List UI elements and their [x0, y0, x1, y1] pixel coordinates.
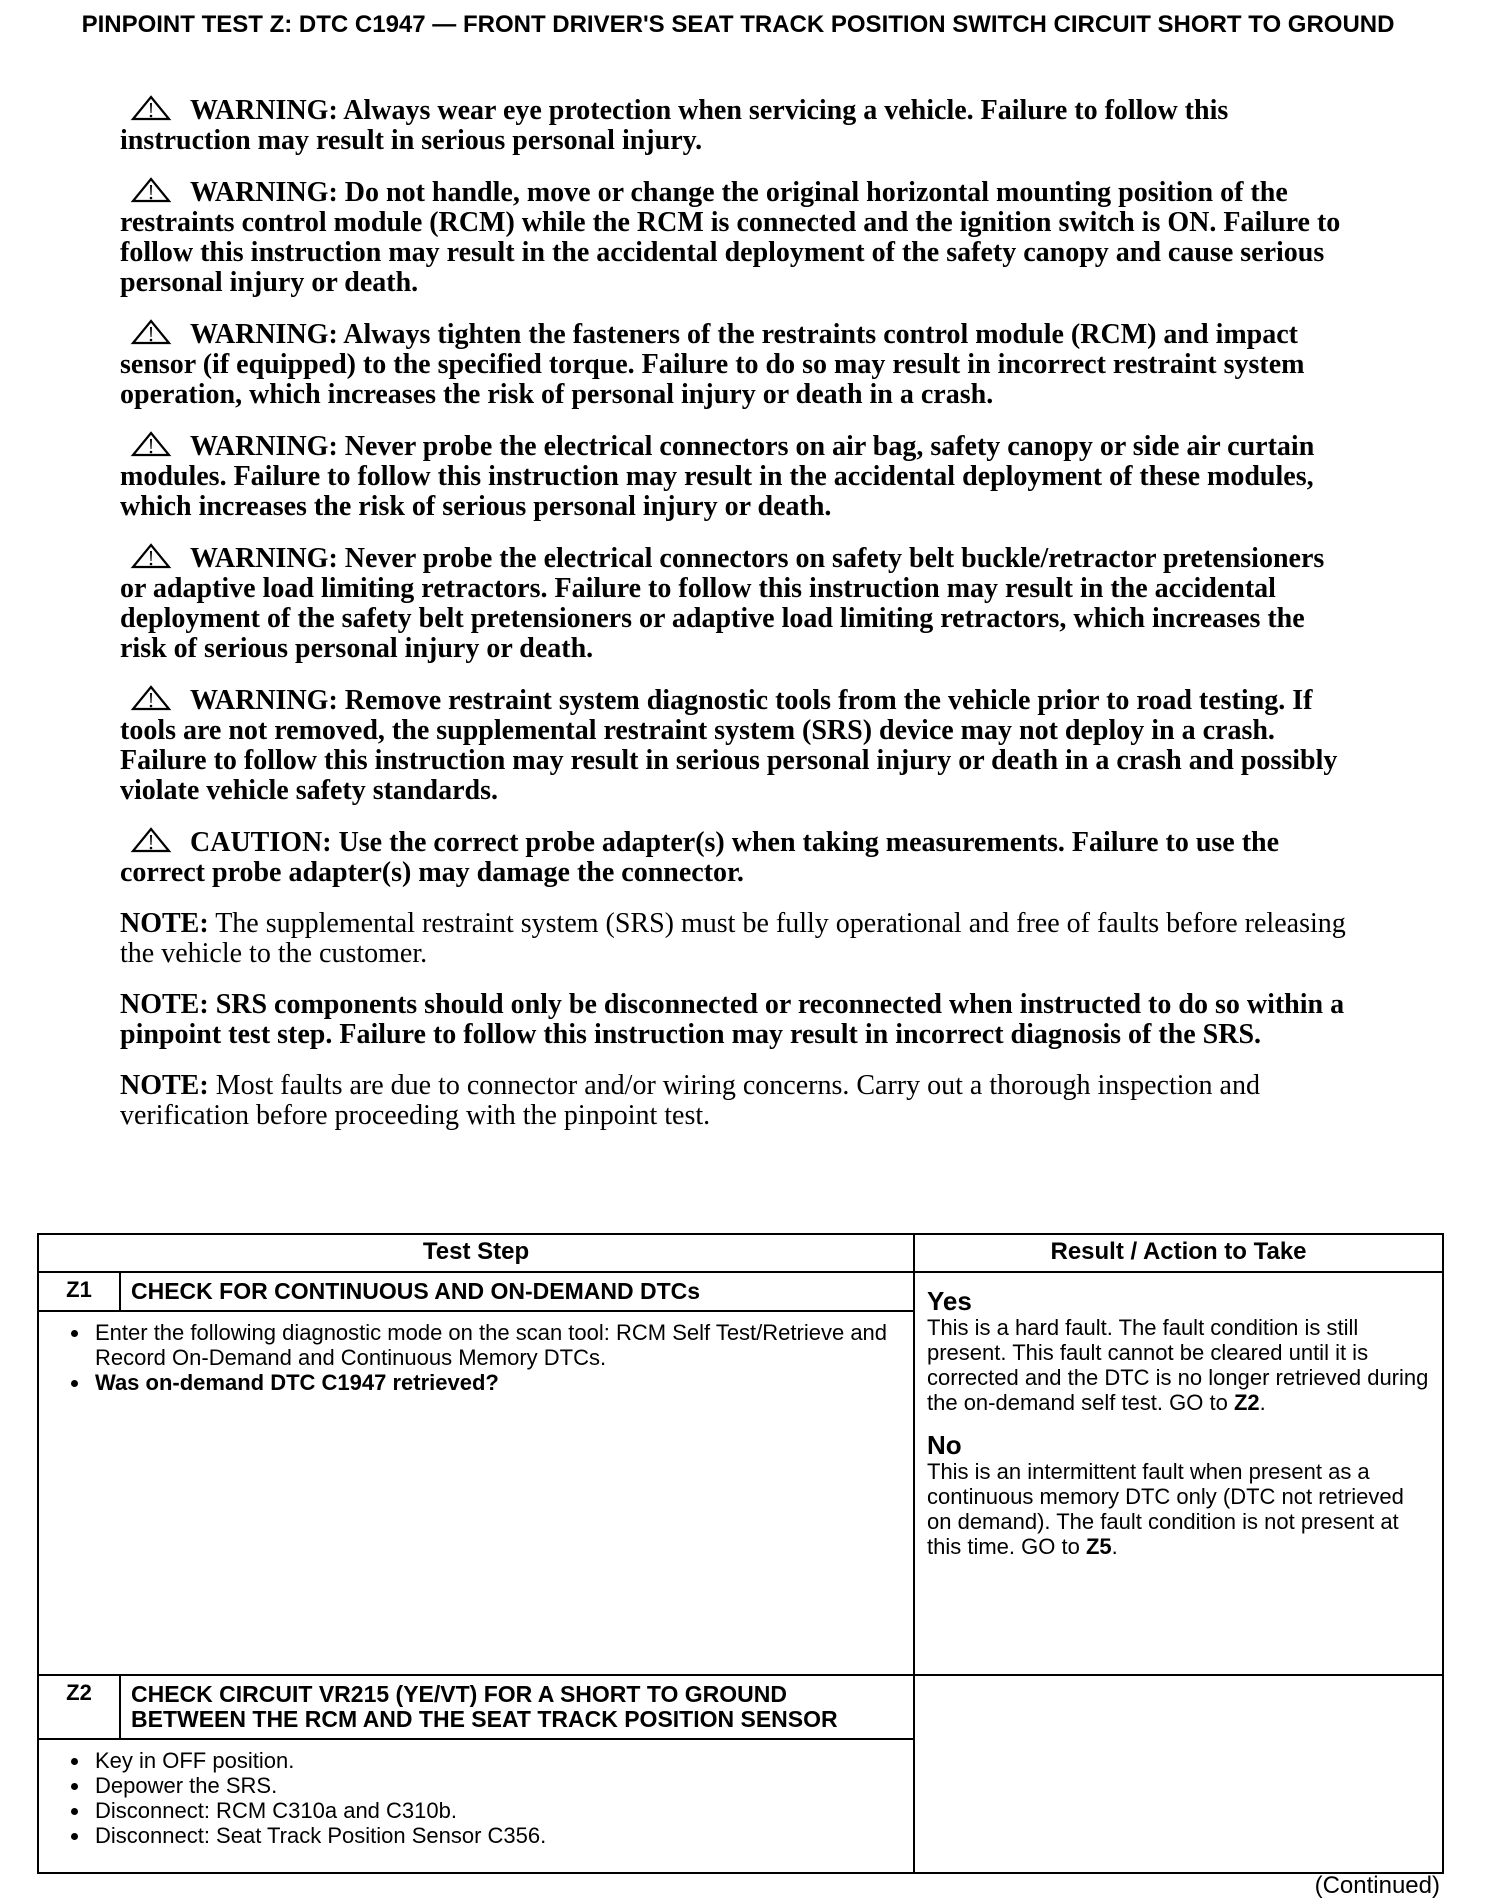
caution-triangle-icon: [130, 827, 172, 853]
warning-eye-protection: WARNING: Always wear eye protection when servicing a vehicle. Failure to follow this instruction may result in serious personal injury.: [120, 95, 1229, 156]
warning-triangle-icon: [130, 319, 172, 345]
step-z2-result: [914, 1675, 1443, 1873]
warning-rcm-mounting: WARNING: Do not handle, move or change the original horizontal mounting position of the restraints control module (RCM) while the RCM is connected and the ignition switch is ON. Failure to follow this instruction may result in the accidental deployment of the safety canopy and cause serious personal injury or death.: [120, 177, 1341, 298]
warning-rcm-fasteners: WARNING: Always tighten the fasteners of the restraints control module (RCM) and impact sensor (if equipped) to the specified torque. Failure to do so may result in incorrect restraint system operation, which increases the risk of personal injury or death in a crash.: [120, 319, 1305, 410]
goto-link[interactable]: Z5: [1085, 1534, 1112, 1559]
list-item: • Enter the following diagnostic mode on the scan tool: RCM Self Test/Retrieve and Record On-Demand and Continuous Memory DTCs.: [91, 1320, 903, 1370]
warning-triangle-icon: [130, 431, 172, 457]
pinpoint-test-table: [37, 1233, 1444, 1874]
step-z2-heading-row: [38, 1675, 1443, 1739]
column-header-result: Result / Action to Take: [914, 1234, 1443, 1272]
warning-triangle-icon: [130, 543, 172, 569]
step-body: [38, 1311, 914, 1675]
warning-diagnostic-tools: WARNING: Remove restraint system diagnostic tools from the vehicle prior to road testing. If tools are not removed, the supplemental restraint system (SRS) device may not deploy in a crash. Failure to follow this instruction may result in serious personal injury or death in a crash and possibly violate vehicle safety standards.: [120, 685, 1338, 806]
list-item: • Disconnect: Seat Track Position Sensor C356.: [91, 1823, 903, 1848]
list-item: • Disconnect: RCM C310a and C310b.: [91, 1798, 903, 1823]
action-list: [49, 1320, 903, 1395]
table-header-row: [38, 1234, 1443, 1272]
warning-triangle-icon: [130, 685, 172, 711]
column-header-test-step: Test Step: [38, 1234, 914, 1272]
list-item: • Key in OFF position.: [91, 1748, 903, 1773]
note-srs-components: NOTE: SRS components should only be disconnected or reconnected when instructed to do so within a pinpoint test step. Failure to follow this instruction may result in incorrect diagnosis of the SRS.: [120, 989, 1345, 1050]
result-yes-label: Yes: [927, 1286, 972, 1316]
step-heading: CHECK CIRCUIT VR215 (YE/VT) FOR A SHORT TO GROUND BETWEEN THE RCM AND THE SEAT TRACK POSITION SENSOR: [120, 1675, 914, 1739]
safety-notices: [120, 95, 1350, 1152]
result-no-text: This is an intermittent fault when present as a continuous memory DTC only (DTC not retrieved on demand). The fault condition is not present at this time. GO to Z5.: [927, 1459, 1404, 1559]
result-yes-text: This is a hard fault. The fault condition is still present. This fault cannot be cleared until it is corrected and the DTC is no longer retrieved during the on-demand self test. GO to Z2.: [927, 1315, 1429, 1415]
step-z1-heading-row: [38, 1272, 1443, 1311]
page-title: PINPOINT TEST Z: DTC C1947 — FRONT DRIVER'S SEAT TRACK POSITION SWITCH CIRCUIT SHORT TO GROUND: [81, 11, 1395, 38]
action-list: [49, 1748, 903, 1848]
step-id: Z1: [38, 1272, 120, 1311]
step-heading: CHECK FOR CONTINUOUS AND ON-DEMAND DTCs: [120, 1272, 914, 1311]
step-id: Z2: [38, 1675, 120, 1739]
warning-probe-pretensioners: WARNING: Never probe the electrical connectors on safety belt buckle/retractor pretensioners or adaptive load limiting retractors. Failure to follow this instruction may result in the accidental deployment of the safety belt pretensioners or adaptive load limiting retractors, which increases the risk of serious personal injury or death.: [120, 543, 1325, 664]
note-connector-concerns: NOTE: Most faults are due to connector and/or wiring concerns. Carry out a thorough inspection and verification before proceeding with the pinpoint test.: [120, 1070, 1260, 1131]
list-item: • Depower the SRS.: [91, 1773, 903, 1798]
warning-triangle-icon: [130, 177, 172, 203]
step-z1-result: [914, 1272, 1443, 1675]
step-body: [38, 1739, 914, 1873]
warning-probe-airbag: WARNING: Never probe the electrical connectors on air bag, safety canopy or side air curtain modules. Failure to follow this instruction may result in the accidental deployment of these modules, which increases the risk of serious personal injury or death.: [120, 431, 1315, 522]
continued-label: (Continued): [1314, 1872, 1440, 1899]
step-question: • Was on-demand DTC C1947 retrieved?: [91, 1370, 903, 1395]
warning-triangle-icon: [130, 95, 172, 121]
caution-probe-adapters: CAUTION: Use the correct probe adapter(s) when taking measurements. Failure to use the correct probe adapter(s) may damage the connector.: [120, 827, 1280, 888]
goto-link[interactable]: Z2: [1233, 1390, 1260, 1415]
result-no-label: No: [927, 1430, 962, 1460]
note-srs-operational: NOTE: The supplemental restraint system (SRS) must be fully operational and free of faults before releasing the vehicle to the customer.: [120, 908, 1346, 969]
